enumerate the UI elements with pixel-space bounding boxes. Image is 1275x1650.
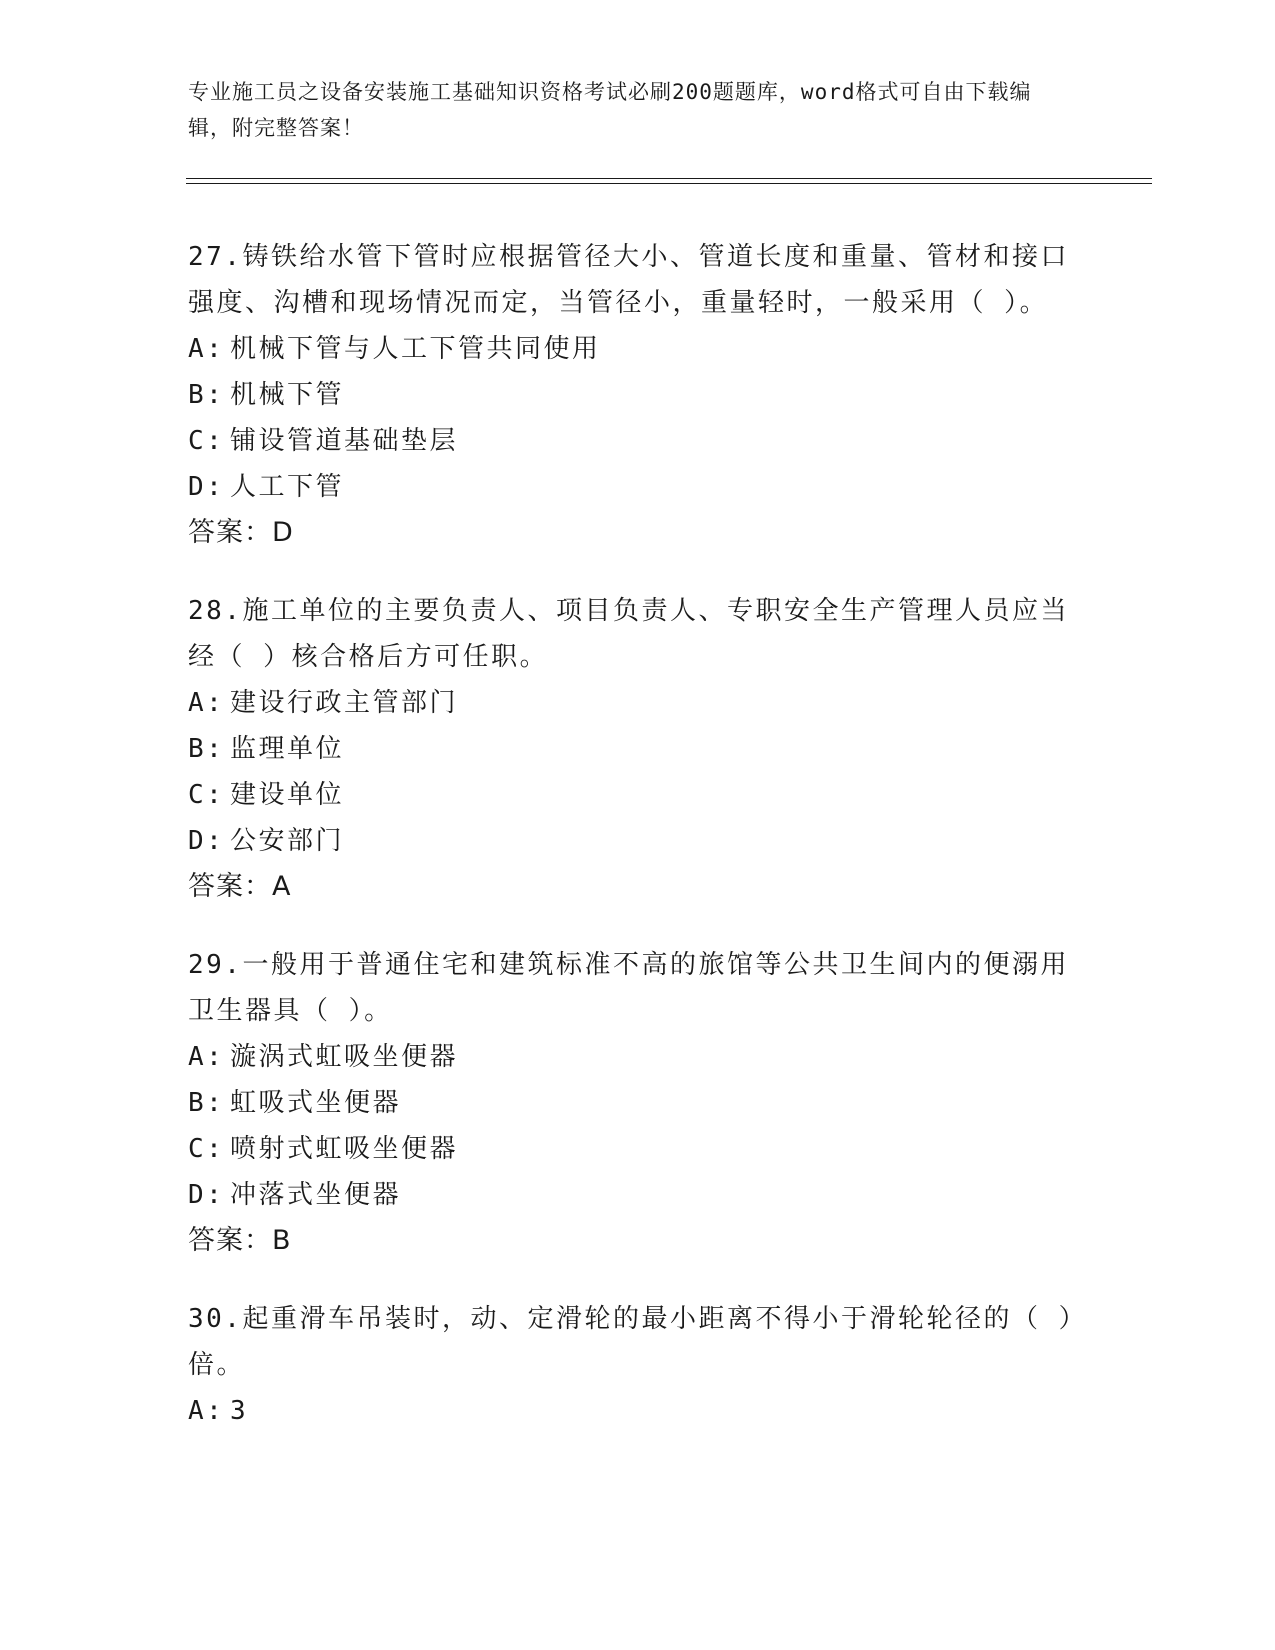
option-letter: A: — [188, 1396, 225, 1426]
answer-line: 答案：A — [188, 871, 292, 902]
option-letter: A: — [188, 688, 225, 718]
option-d — [188, 464, 1088, 510]
option-text: 公安部门 — [230, 826, 345, 856]
option-letter: C: — [188, 780, 225, 810]
option-text: 机械下管 — [230, 380, 345, 410]
option-a — [188, 1034, 1088, 1080]
option-letter: D: — [188, 826, 225, 856]
option-text: 喷射式虹吸坐便器 — [230, 1134, 459, 1164]
option-text: 建设单位 — [230, 780, 345, 810]
question-stem: 30.起重滑车吊装时，动、定滑轮的最小距离不得小于滑轮轮径的（ ）倍。 — [188, 1304, 1088, 1380]
option-b — [188, 1080, 1088, 1126]
option-a — [188, 1388, 1088, 1434]
option-a — [188, 680, 1088, 726]
option-c — [188, 772, 1088, 818]
option-a — [188, 326, 1088, 372]
option-c — [188, 418, 1088, 464]
option-text: 铺设管道基础垫层 — [230, 426, 459, 456]
option-text: 虹吸式坐便器 — [230, 1088, 402, 1118]
option-letter: A: — [188, 1042, 225, 1072]
option-b — [188, 726, 1088, 772]
option-b — [188, 372, 1088, 418]
question-30 — [188, 1296, 1088, 1434]
question-29 — [188, 942, 1088, 1264]
answer-line: 答案：D — [188, 517, 294, 548]
option-d — [188, 1172, 1088, 1218]
question-27 — [188, 234, 1088, 556]
option-d — [188, 818, 1088, 864]
question-28 — [188, 588, 1088, 910]
answer-line: 答案：B — [188, 1225, 292, 1256]
option-text: 机械下管与人工下管共同使用 — [230, 334, 601, 364]
option-text: 人工下管 — [230, 472, 345, 502]
option-letter: C: — [188, 426, 225, 456]
option-text: 建设行政主管部门 — [230, 688, 459, 718]
question-list — [188, 234, 1088, 1466]
option-c — [188, 1126, 1088, 1172]
option-text: 冲落式坐便器 — [230, 1180, 402, 1210]
option-text: 3 — [230, 1396, 249, 1426]
option-text: 监理单位 — [230, 734, 345, 764]
option-letter: C: — [188, 1134, 225, 1164]
option-letter: D: — [188, 472, 225, 502]
option-text: 漩涡式虹吸坐便器 — [230, 1042, 459, 1072]
document-header: 专业施工员之设备安装施工基础知识资格考试必刷200题题库，word格式可自由下载编辑，附完整答案！ — [188, 80, 1032, 140]
option-letter: A: — [188, 334, 225, 364]
option-letter: B: — [188, 1088, 225, 1118]
option-letter: D: — [188, 1180, 225, 1210]
question-stem: 29.一般用于普通住宅和建筑标准不高的旅馆等公共卫生间内的便溺用卫生器具（ ）。 — [188, 950, 1069, 1026]
option-letter: B: — [188, 734, 225, 764]
question-stem: 28.施工单位的主要负责人、项目负责人、专职安全生产管理人员应当经（ ）核合格后方可任职。 — [188, 596, 1069, 672]
header-divider-bottom — [186, 183, 1152, 184]
option-letter: B: — [188, 380, 225, 410]
question-stem: 27.铸铁给水管下管时应根据管径大小、管道长度和重量、管材和接口强度、沟槽和现场情况而定，当管径小，重量轻时，一般采用（ ）。 — [188, 242, 1069, 318]
header-divider-top — [186, 178, 1152, 179]
